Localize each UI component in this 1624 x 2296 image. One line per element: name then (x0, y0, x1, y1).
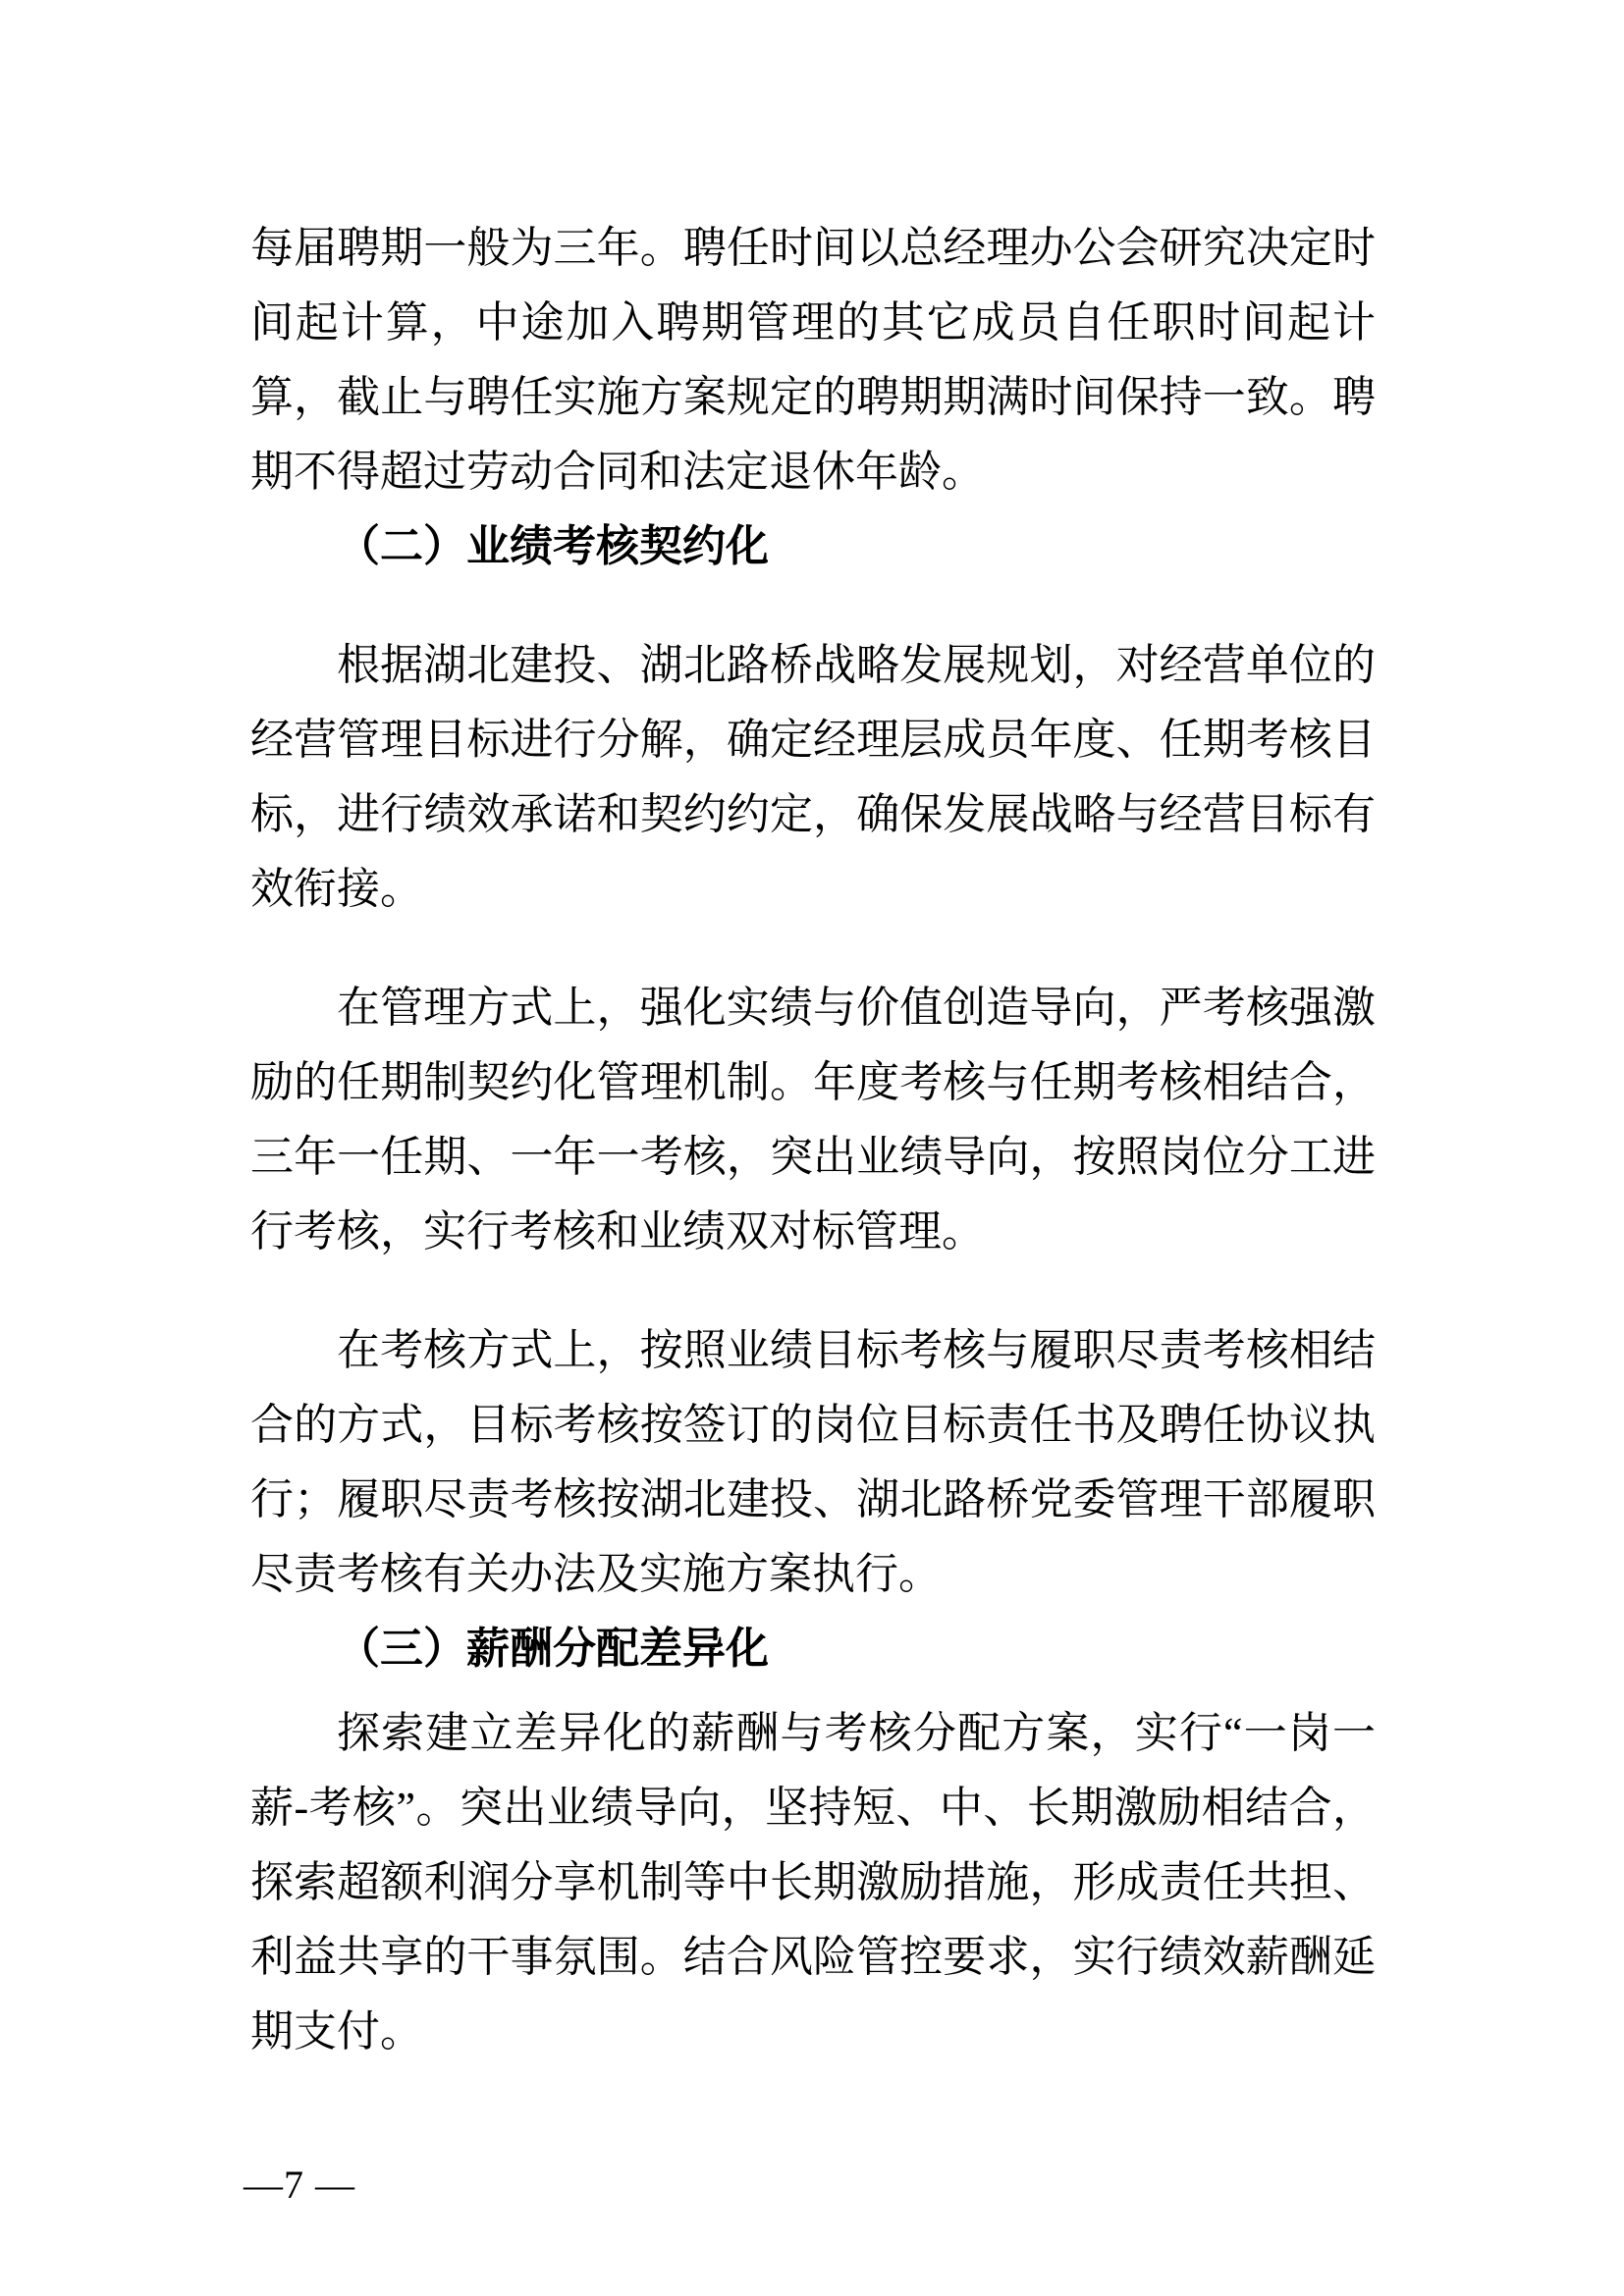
section-heading: （三）薪酬分配差异化 (337, 1625, 769, 1673)
body-paragraph: 在考核方式上，按照业绩目标考核与履职尽责考核相结合的方式，目标考核按签订的岗位目标责任书及聘任协议执行；履职尽责考核按湖北建投、湖北路桥党委管理干部履职尽责考核有关办法及实施方案执行。 (250, 1326, 1376, 1598)
body-paragraph: 探索建立差异化的薪酬与考核分配方案，实行“一岗一薪-考核”。突出业绩导向，坚持短、中、长期激励相结合，探索超额利润分享机制等中长期激励措施，形成责任共担、利益共享的干事氛围。结合风险管控要求，实行绩效薪酬延期支付。 (250, 1709, 1376, 2056)
section-heading: （二）业绩考核契约化 (337, 522, 769, 570)
document-body (250, 211, 1376, 2069)
body-paragraph: 根据湖北建投、湖北路桥战略发展规划，对经营单位的经营管理目标进行分解，确定经理层成员年度、任期考核目标，进行绩效承诺和契约约定，确保发展战略与经营目标有效衔接。 (250, 641, 1376, 913)
page-number: —7 — (244, 2163, 355, 2207)
body-paragraph: 在管理方式上，强化实绩与价值创造导向，严考核强激励的任期制契约化管理机制。年度考核与任期考核相结合，三年一任期、一年一考核，突出业绩导向，按照岗位分工进行考核，实行考核和业绩双对标管理。 (250, 984, 1376, 1255)
body-paragraph: 每届聘期一般为三年。聘任时间以总经理办公会研究决定时间起计算，中途加入聘期管理的其它成员自任职时间起计算，截止与聘任实施方案规定的聘期期满时间保持一致。聘期不得超过劳动合同和法定退休年龄。 (250, 224, 1376, 496)
